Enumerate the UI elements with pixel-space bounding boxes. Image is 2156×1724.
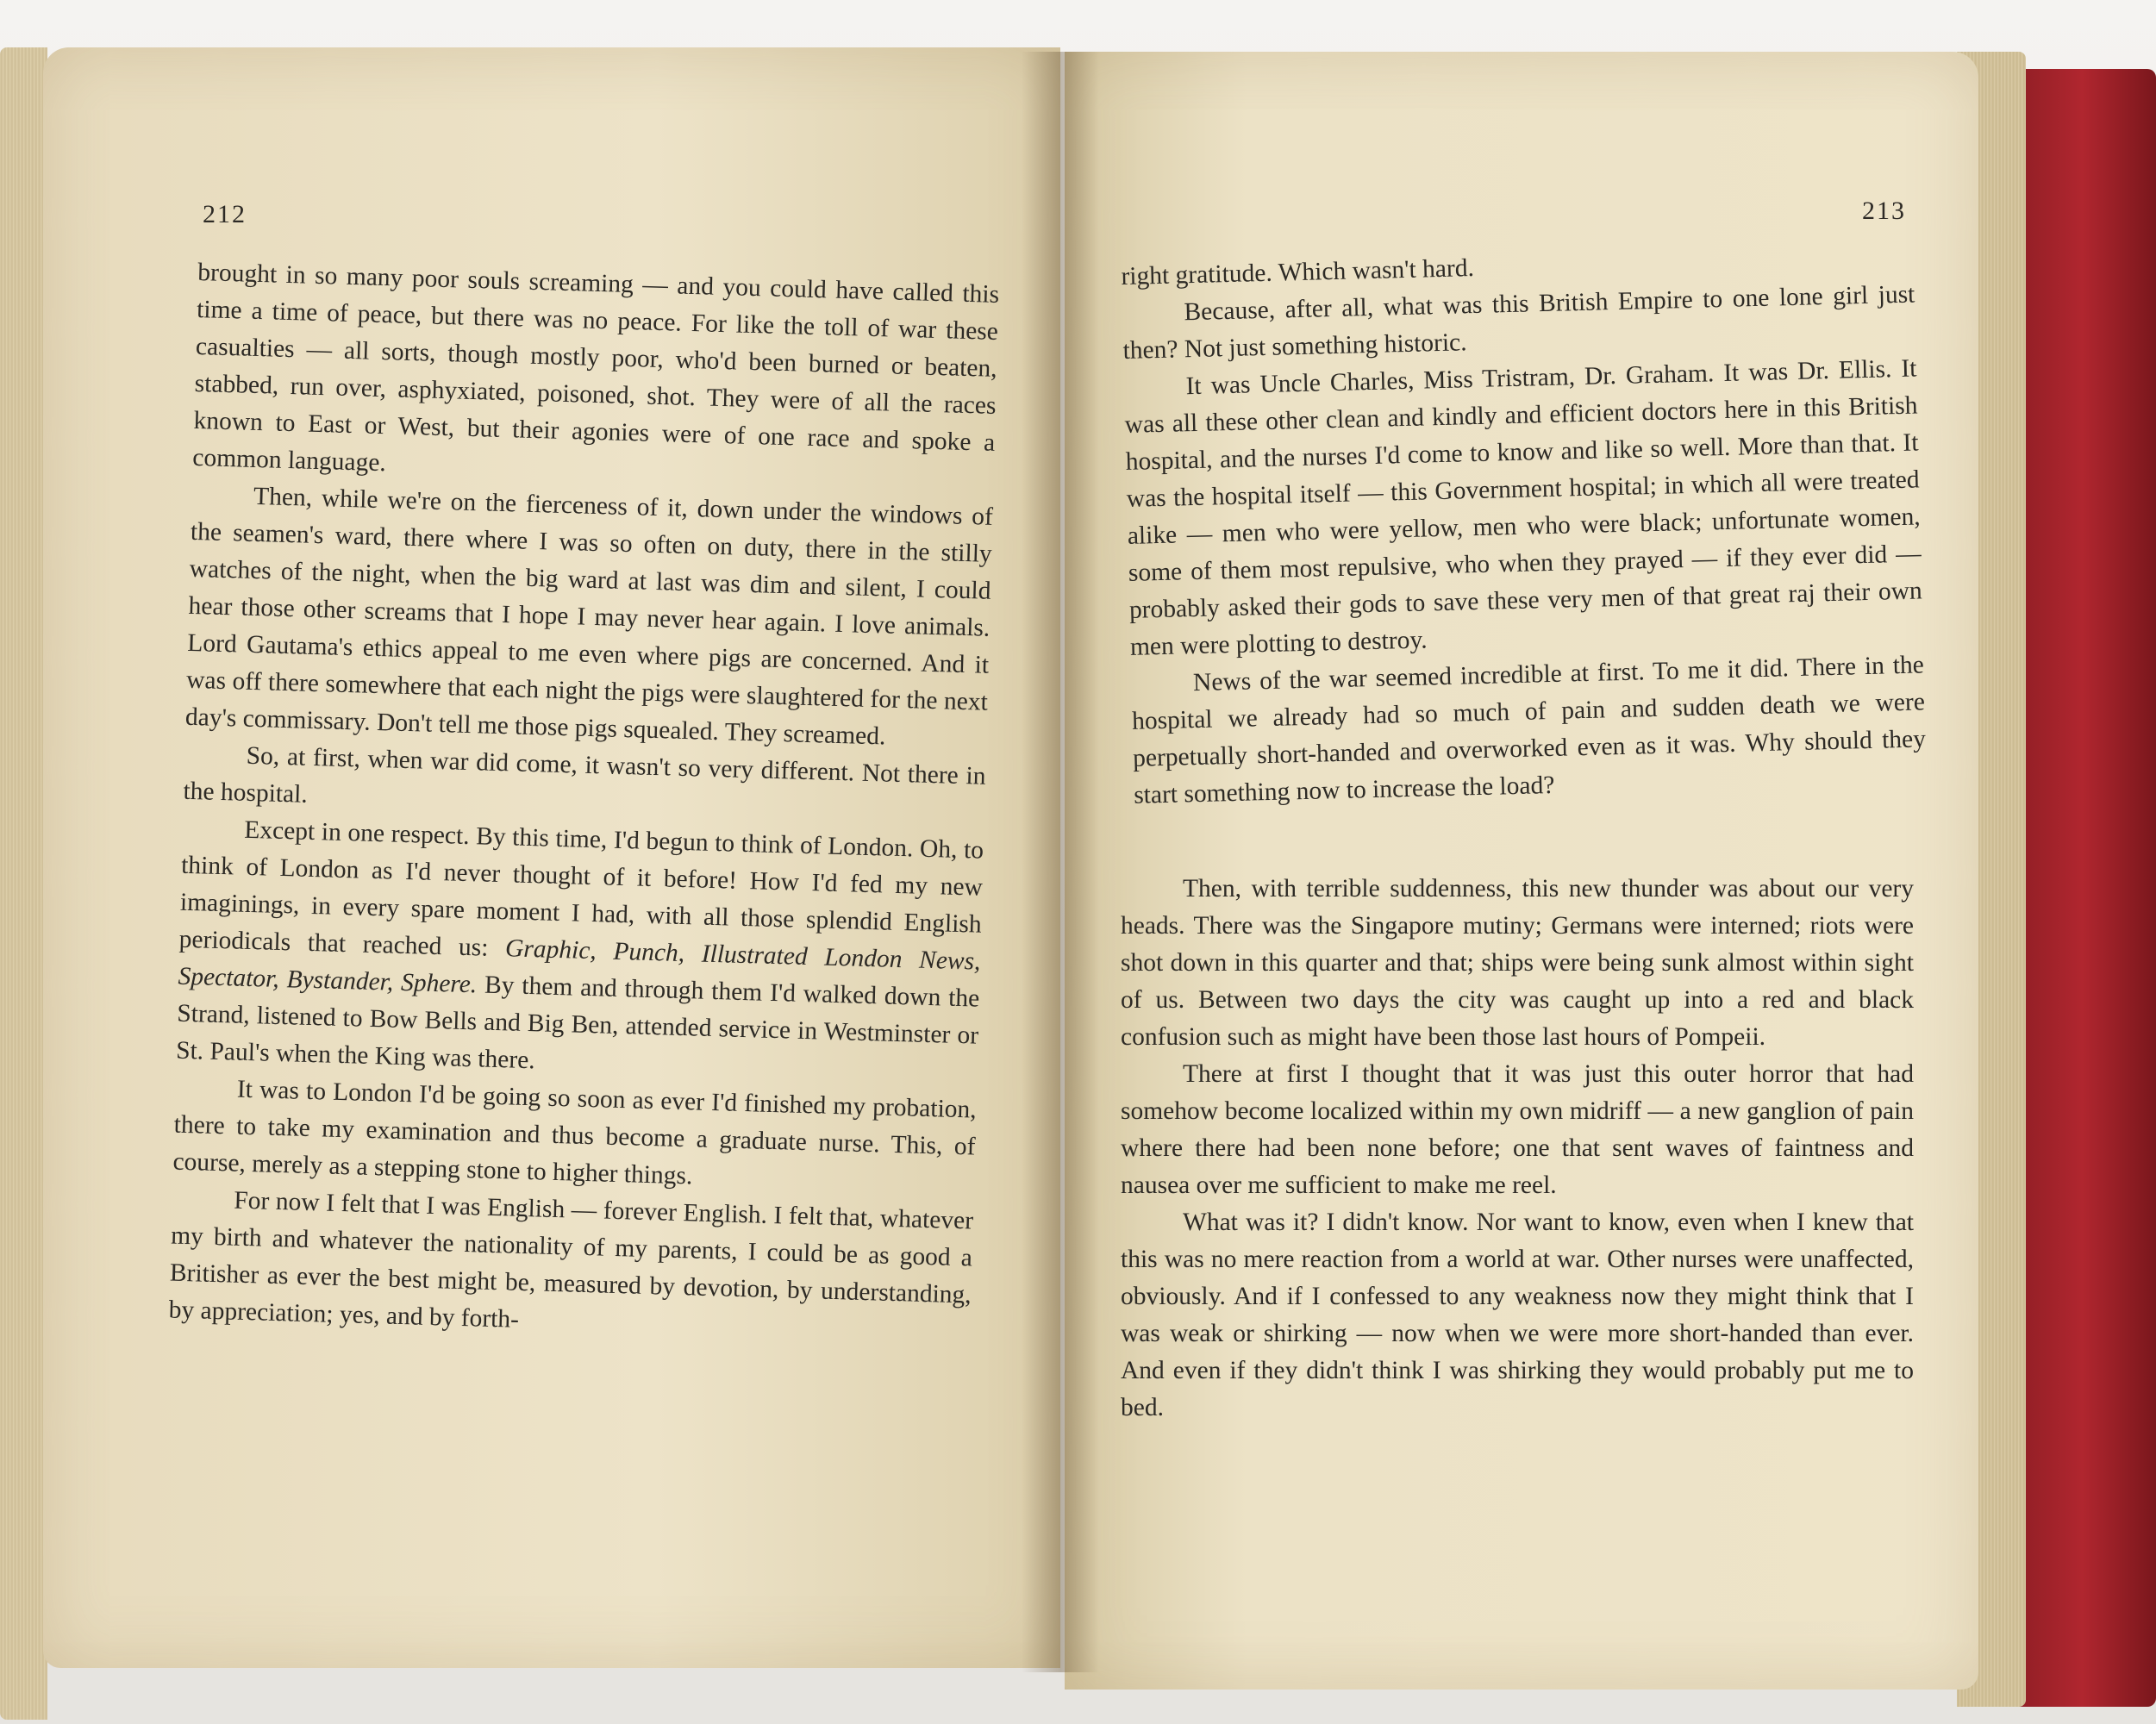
paragraph: News of the war seemed incredible at first. To me it did. There in the hospital we already had so much of pain and sudden death we were perpetually short-handed and overworked even as it was. Why should they start something now to increase the load? xyxy=(1131,651,1927,809)
book-cover-edge xyxy=(2009,69,2156,1707)
paragraph: What was it? I didn't know. Nor want to know, even when I knew that this was no mere reaction from a world at war. Other nurses were unaffected, obviously. And if I confessed to any weakness now they might think that I was weak or shirking — now when we were more short-handed than ever. And even if they didn't think I was shirking they would probably put me to bed. xyxy=(1121,1209,1914,1421)
paragraph: It was to London I'd be going so soon as ever I'd finished my probation, there to take my examination and thus become a graduate nurse. This, of course, merely as a stepping stone to higher things. xyxy=(172,1075,978,1190)
paragraph: There at first I thought that it was just this outer horror that had somehow become localized within my own midriff — a new ganglion of pain where there had been none before; one that sent waves of faintness and nausea over me sufficient to make me reel. xyxy=(1121,1060,1914,1199)
left-page-edges xyxy=(0,47,47,1720)
paragraph: right gratitude. Which wasn't hard. xyxy=(1121,253,1475,290)
paragraph: Because, after all, what was this British Empire to one lone girl just then? Not just something historic. xyxy=(1122,280,1915,365)
left-page-text xyxy=(168,254,999,1351)
paragraph-text: By them and through them I'd walked down the Strand, listened to Bow Bells and Big Ben, attended service in Westminster or St. Paul's when the King was there. xyxy=(175,971,980,1075)
right-page-text-lower xyxy=(1121,871,1914,1427)
paragraph: So, at first, when war did come, it wasn't so very different. Not there in the hospital. xyxy=(183,741,986,809)
paragraph-text: Except in one respect. By this time, I'd begun to think of London. Oh, to think of London as I'd never thought of it before! How I'd fed my new imaginings, in every spare moment I had, with all those splendid English periodicals that reached us: xyxy=(178,815,984,963)
paragraph: Then, while we're on the fierceness of it, down under the windows of the seamen's ward, there where I was so often on duty, there in the stilly watches of the night, when the big ward at last was dim and silent, I could hear those other screams that I hope I may never hear again. I love animals. Lord Gautama's ethics appeal to me even where pigs are concerned. And it was off there somewhere that each night the pigs were slaughtered for the next day's commissary. Don't tell me those pigs squealed. They screamed. xyxy=(184,482,994,751)
paragraph: For now I felt that I was English — forever English. I felt that, whatever my birth and whatever the nationality of my parents, I could be as good a Britisher as ever the best might be, measured by devotion, by understanding, by appreciation; yes, and by forth- xyxy=(168,1186,974,1334)
paragraph: brought in so many poor souls screaming — and you could have called this time a time of peace, but there was no peace. For like the toll of war these casualties — all sorts, though mostly poor, who'd been burned or beaten, stabbed, run over, asphyxiated, poisoned, shot. They were of all the races known to East or West, but their agonies were of one race and spoke a common language. xyxy=(191,258,1000,478)
periodicals-list: Graphic, Punch, Illustrated London News, Spectator, Bystander, Sphere. xyxy=(178,934,981,999)
right-page-text-upper xyxy=(1121,240,1927,815)
left-page-number: 212 xyxy=(203,200,247,228)
paragraph xyxy=(176,810,984,1092)
right-page-number: 213 xyxy=(1862,197,1906,225)
paragraph: Then, with terrible suddenness, this new thunder was about our very heads. There was the Singapore mutiny; Germans were interned; riots were shot down in this quarter and that; ships were being sunk almost within sight of us. Between two days the city was caught up into a red and black confusion such as might have been those last hours of Pompeii. xyxy=(1121,875,1914,1051)
paragraph: It was Uncle Charles, Miss Tristram, Dr. Graham. It was Dr. Ellis. It was all these other clean and kindly and efficient doctors here in this British hospital, and the nurses I'd come to know and like so well. More than that. It was the hospital itself — this Government hospital; in which all were treated alike — men who were yellow, men who were black; unfortunate women, some of them most repulsive, who when they prayed — if they ever did — probably asked their gods to save these very men of that great raj their own men were plotting to destroy. xyxy=(1124,354,1923,661)
